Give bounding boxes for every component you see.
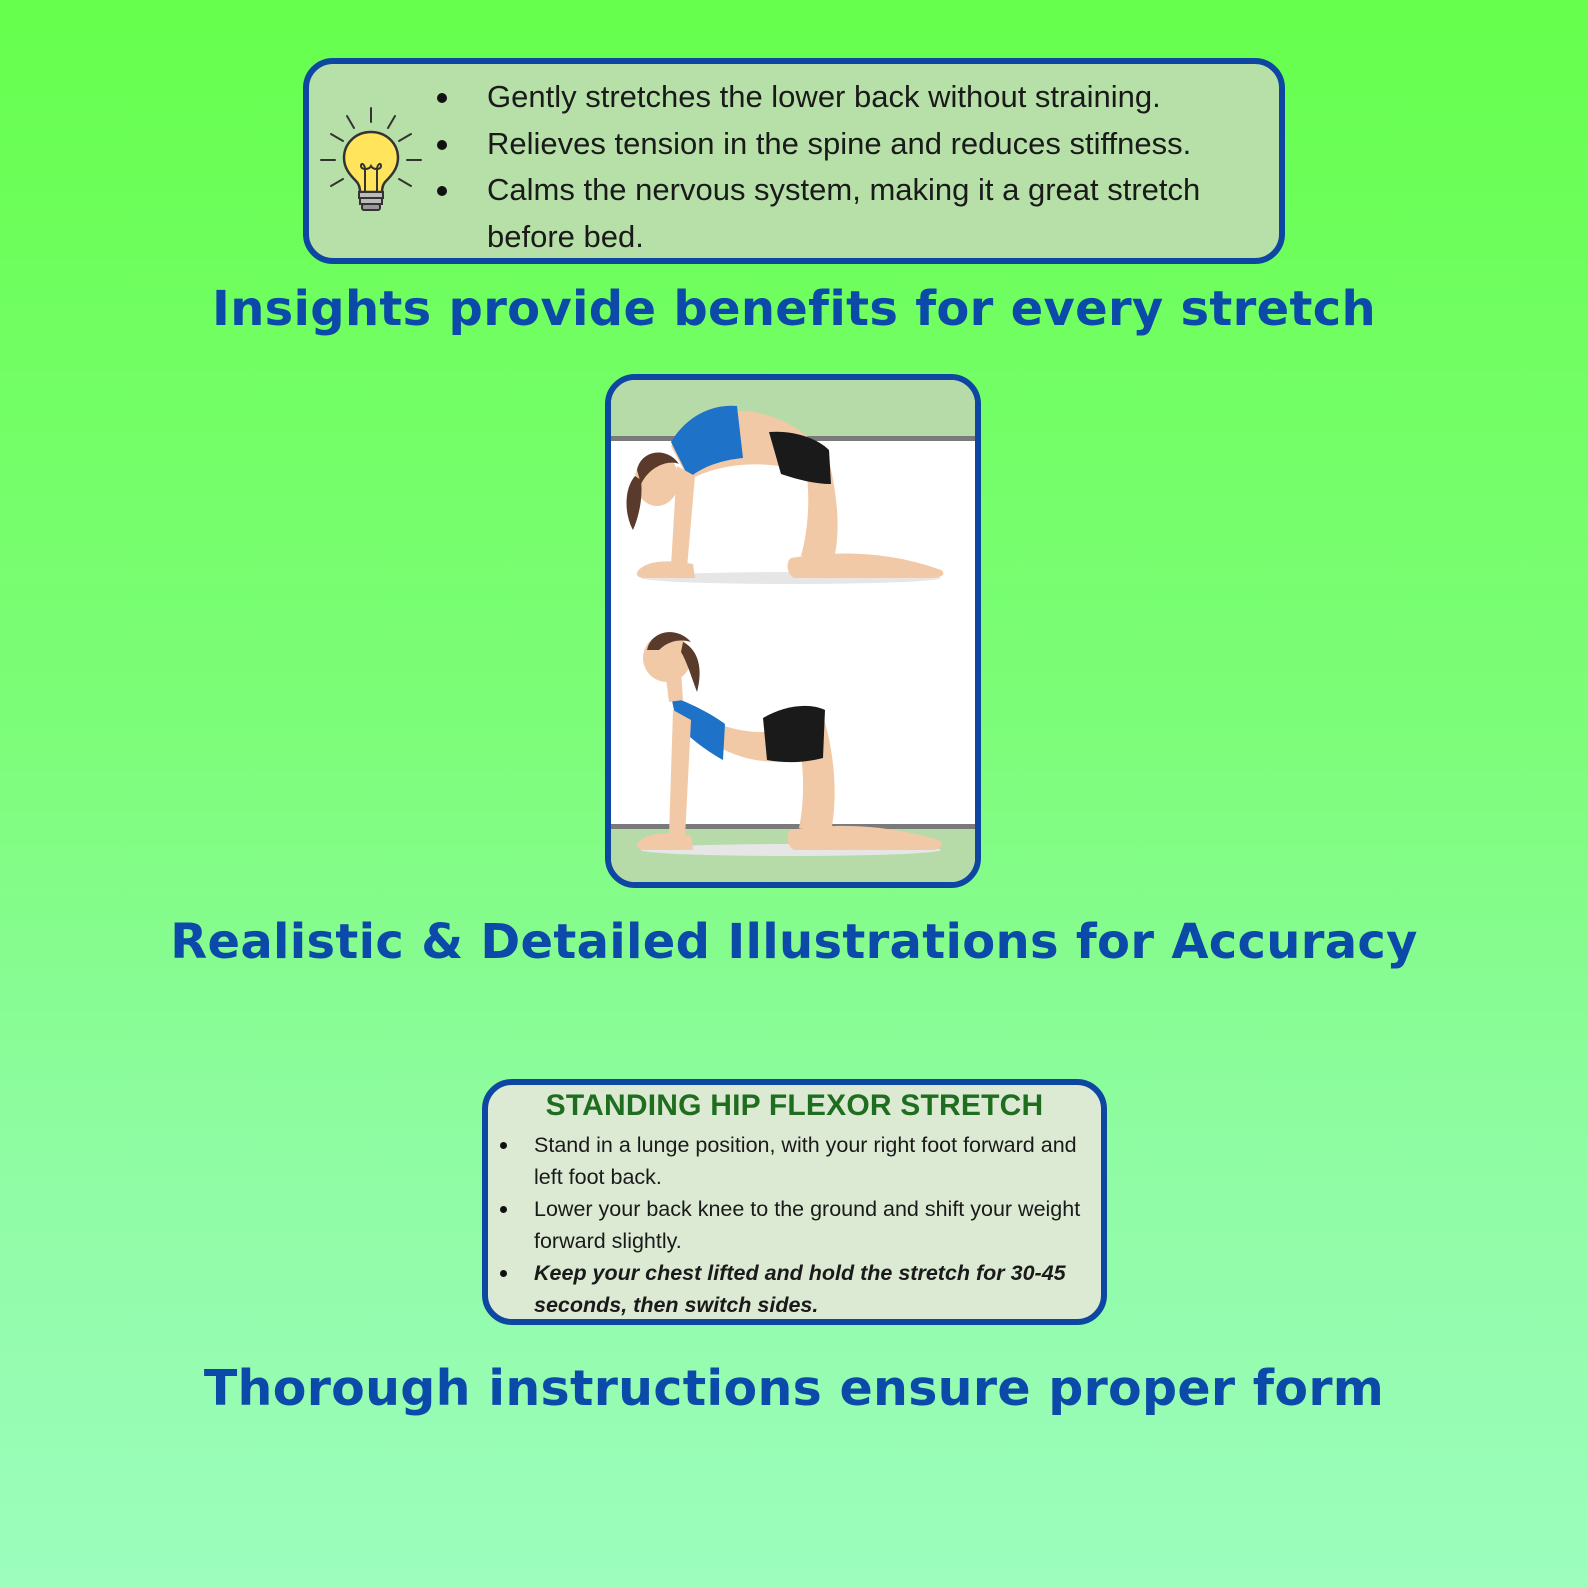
caption-insights: Insights provide benefits for every stretch	[212, 281, 1376, 337]
instruction-card	[482, 1079, 1107, 1325]
cow-pose-figure	[637, 632, 942, 856]
insight-bullet: Relieves tension in the spine and reduces stiffness.	[437, 121, 1279, 168]
instruction-list	[498, 1129, 1108, 1321]
instruction-step: Lower your back knee to the ground and shift your weight forward slightly.	[498, 1193, 1108, 1257]
illustration-card	[605, 374, 981, 888]
instruction-step-emphasized: Keep your chest lifted and hold the stretch for 30-45 seconds, then switch sides.	[498, 1257, 1108, 1321]
insight-bullet: Gently stretches the lower back without straining.	[437, 74, 1279, 121]
insight-bullet: Calms the nervous system, making it a great stretch before bed.	[437, 167, 1279, 260]
instruction-title: STANDING HIP FLEXOR STRETCH	[545, 1089, 1044, 1122]
instruction-step: Stand in a lunge position, with your right foot forward and left foot back.	[498, 1129, 1108, 1193]
bottom-mat-edge	[611, 824, 975, 829]
caption-instructions: Thorough instructions ensure proper form	[203, 1360, 1385, 1417]
caption-illustrations: Realistic & Detailed Illustrations for Accuracy	[170, 914, 1418, 970]
lightbulb-icon	[317, 104, 425, 222]
insight-list	[437, 74, 1279, 260]
stretch-illustration	[611, 380, 975, 882]
insight-card	[303, 58, 1285, 264]
